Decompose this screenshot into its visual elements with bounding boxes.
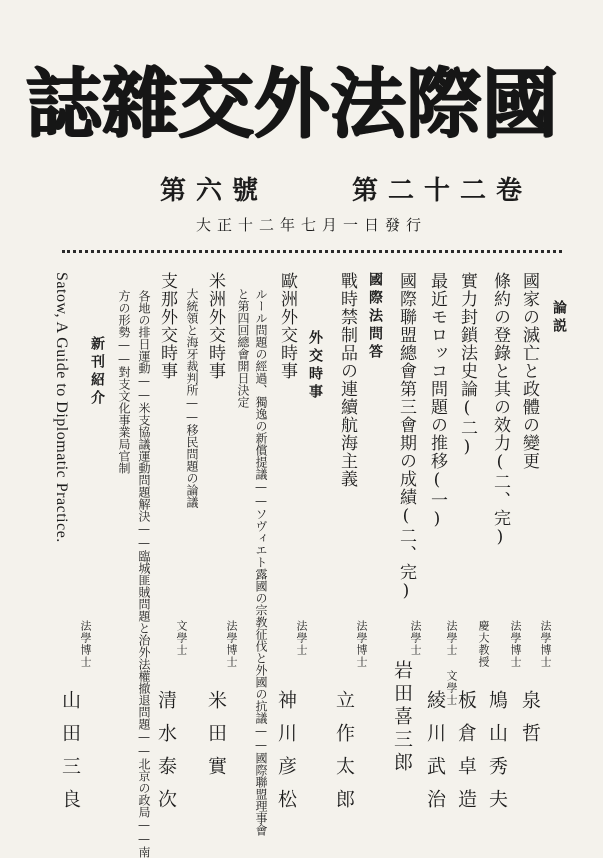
gaiko-europe-title: 歐洲外交時事 <box>277 272 297 380</box>
title-char-3: 法 <box>330 59 406 148</box>
title-char-7: 誌 <box>26 59 102 148</box>
gaiko-china-line-1: 各地の排日運動——米支協議運動問題解決——臨城匪賊問題と治外法權撤退問題——北京の政局——南 <box>137 290 151 858</box>
article-2: 條約の登錄と其の效力(二、完) <box>490 272 510 548</box>
author-role-5: 法學士 <box>409 620 422 656</box>
volume-number: 第二十二卷 <box>352 176 533 206</box>
article-1: 國家の滅亡と政體の變更 <box>519 272 539 470</box>
author-role-2: 法學博士 <box>509 620 522 668</box>
english-book-title: Satow, A Guide to Diplomatic Practice. <box>53 272 70 543</box>
author-role-6: 法學博士 <box>355 620 368 668</box>
author-name-10: 山田三良 <box>59 690 81 822</box>
section-gaiko: 外交時事 <box>307 330 323 402</box>
gaiko-america-title: 米洲外交時事 <box>205 272 225 380</box>
author-role-4: 法學士 文學士 <box>445 620 458 706</box>
author-name-6: 立作太郎 <box>333 690 355 822</box>
issue-number: 第六號 <box>160 176 269 206</box>
article-4: 最近モロッコ問題の推移(一) <box>427 272 447 530</box>
author-name-4: 綾川武治 <box>424 690 446 822</box>
gaiko-europe-line-1: ルール問題の經過、獨逸の新償提議——ソヴィエト露國の宗教征伐と外國の抗議——國際聯盟理事會 <box>254 288 268 836</box>
author-role-7: 法學士 <box>295 620 308 656</box>
section-shinkan: 新刊紹介 <box>89 336 105 408</box>
title-char-6: 雜 <box>102 59 178 148</box>
gaiko-america-line: 大統領と海牙裁判所——移民問題の論議 <box>185 288 199 508</box>
gaiko-europe-line-2: と第四回總會開日決定 <box>236 288 250 408</box>
title-char-1: 國 <box>482 59 558 148</box>
section-ronsetsu: 論説 <box>551 300 567 336</box>
author-name-9: 清水泰次 <box>155 690 177 822</box>
title-char-4: 外 <box>254 59 330 148</box>
author-name-5: 岩田喜三郎 <box>391 660 413 775</box>
article-mondo: 戰時禁制品の連續航海主義 <box>337 272 357 488</box>
article-3: 實力封鎖法史論(二) <box>457 272 477 458</box>
gaiko-china-title: 支那外交時事 <box>157 272 177 380</box>
section-mondo: 國際法問答 <box>367 272 383 362</box>
article-5: 國際聯盟總會第三會期の成績(二、完) <box>396 272 416 602</box>
author-role-3: 慶大教授 <box>477 620 490 668</box>
author-role-8: 法學博士 <box>225 620 238 668</box>
author-name-8: 米田實 <box>205 690 227 789</box>
issue-date: 大正十二年七月一日發行 <box>196 216 428 234</box>
author-name-3: 板倉卓造 <box>455 690 477 822</box>
author-role-9: 文學士 <box>175 620 188 656</box>
gaiko-china-line-2: 方の形勢——對支文化事業局官制 <box>117 290 131 474</box>
journal-title-banner <box>26 59 558 148</box>
title-char-5: 交 <box>178 59 254 148</box>
dotted-divider <box>62 250 562 253</box>
author-name-7: 神川彦松 <box>275 690 297 822</box>
author-name-1: 泉哲 <box>519 690 541 756</box>
author-role-1: 法學博士 <box>539 620 552 668</box>
title-char-2: 際 <box>406 59 482 148</box>
author-name-2: 鳩山秀夫 <box>486 690 508 822</box>
author-role-10: 法學博士 <box>79 620 92 668</box>
